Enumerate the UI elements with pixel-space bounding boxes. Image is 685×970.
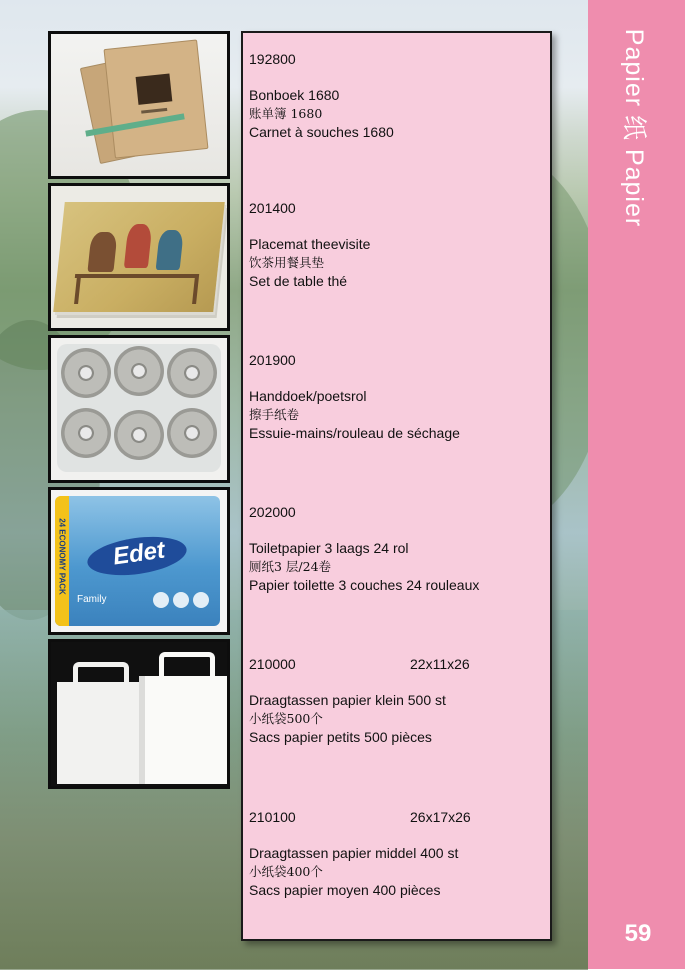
product-name-zh: 小纸袋400个	[249, 863, 323, 879]
product-photo-toilet-paper-pack	[48, 487, 230, 635]
product-code: 202000	[249, 504, 296, 520]
product-name-nl: Draagtassen papier klein 500 st	[249, 692, 446, 709]
product-code: 201400	[249, 200, 296, 216]
product-name-fr: Essuie-mains/rouleau de séchage	[249, 424, 460, 441]
product-code: 210100	[249, 809, 296, 825]
product-name-fr: Sacs papier moyen 400 pièces	[249, 881, 441, 898]
product-name-nl: Placemat theevisite	[249, 236, 371, 253]
product-code: 192800	[249, 51, 296, 67]
product-name-fr: Carnet à souches 1680	[249, 123, 394, 140]
pack-brand-logo: Edet	[111, 536, 167, 571]
product-photo-tea-placemats	[48, 183, 230, 331]
product-info-panel	[241, 31, 552, 941]
product-code: 210000	[249, 656, 296, 672]
product-name-zh: 擦手纸卷	[249, 406, 300, 422]
product-photo-receipt-books	[48, 31, 230, 179]
product-code: 201900	[249, 352, 296, 368]
product-name-nl: Handdoek/poetsrol	[249, 388, 367, 405]
product-name-fr: Sacs papier petits 500 pièces	[249, 728, 432, 745]
product-entry	[249, 503, 549, 594]
product-name-nl: Draagtassen papier middel 400 st	[249, 845, 459, 862]
product-name-nl: Toiletpapier 3 laags 24 rol	[249, 540, 409, 557]
product-name-zh: 厕纸3 层/24卷	[249, 558, 332, 574]
product-entry	[249, 199, 549, 290]
product-entry	[249, 808, 549, 899]
product-size: 22x11x26	[410, 656, 470, 672]
product-entry	[249, 655, 549, 746]
product-photo-paper-towel-rolls	[48, 335, 230, 483]
product-name-fr: Papier toilette 3 couches 24 rouleaux	[249, 576, 480, 593]
product-size: 26x17x26	[410, 809, 471, 825]
product-entry	[249, 351, 549, 442]
product-photo-paper-bags	[48, 639, 230, 789]
product-name-zh: 账单簿 1680	[249, 105, 323, 121]
product-name-nl: Bonboek 1680	[249, 87, 340, 104]
product-name-zh: 小纸袋500个	[249, 710, 323, 726]
section-title: Papier 纸 Papier	[620, 28, 648, 228]
pack-side-label: 24 ECONOMY PACK	[57, 518, 67, 595]
pack-variant-label: Family	[77, 594, 107, 605]
product-name-zh: 饮茶用餐具垫	[249, 254, 325, 270]
page-number: 59	[624, 920, 652, 947]
product-entry	[249, 50, 549, 141]
product-name-fr: Set de table thé	[249, 272, 348, 289]
